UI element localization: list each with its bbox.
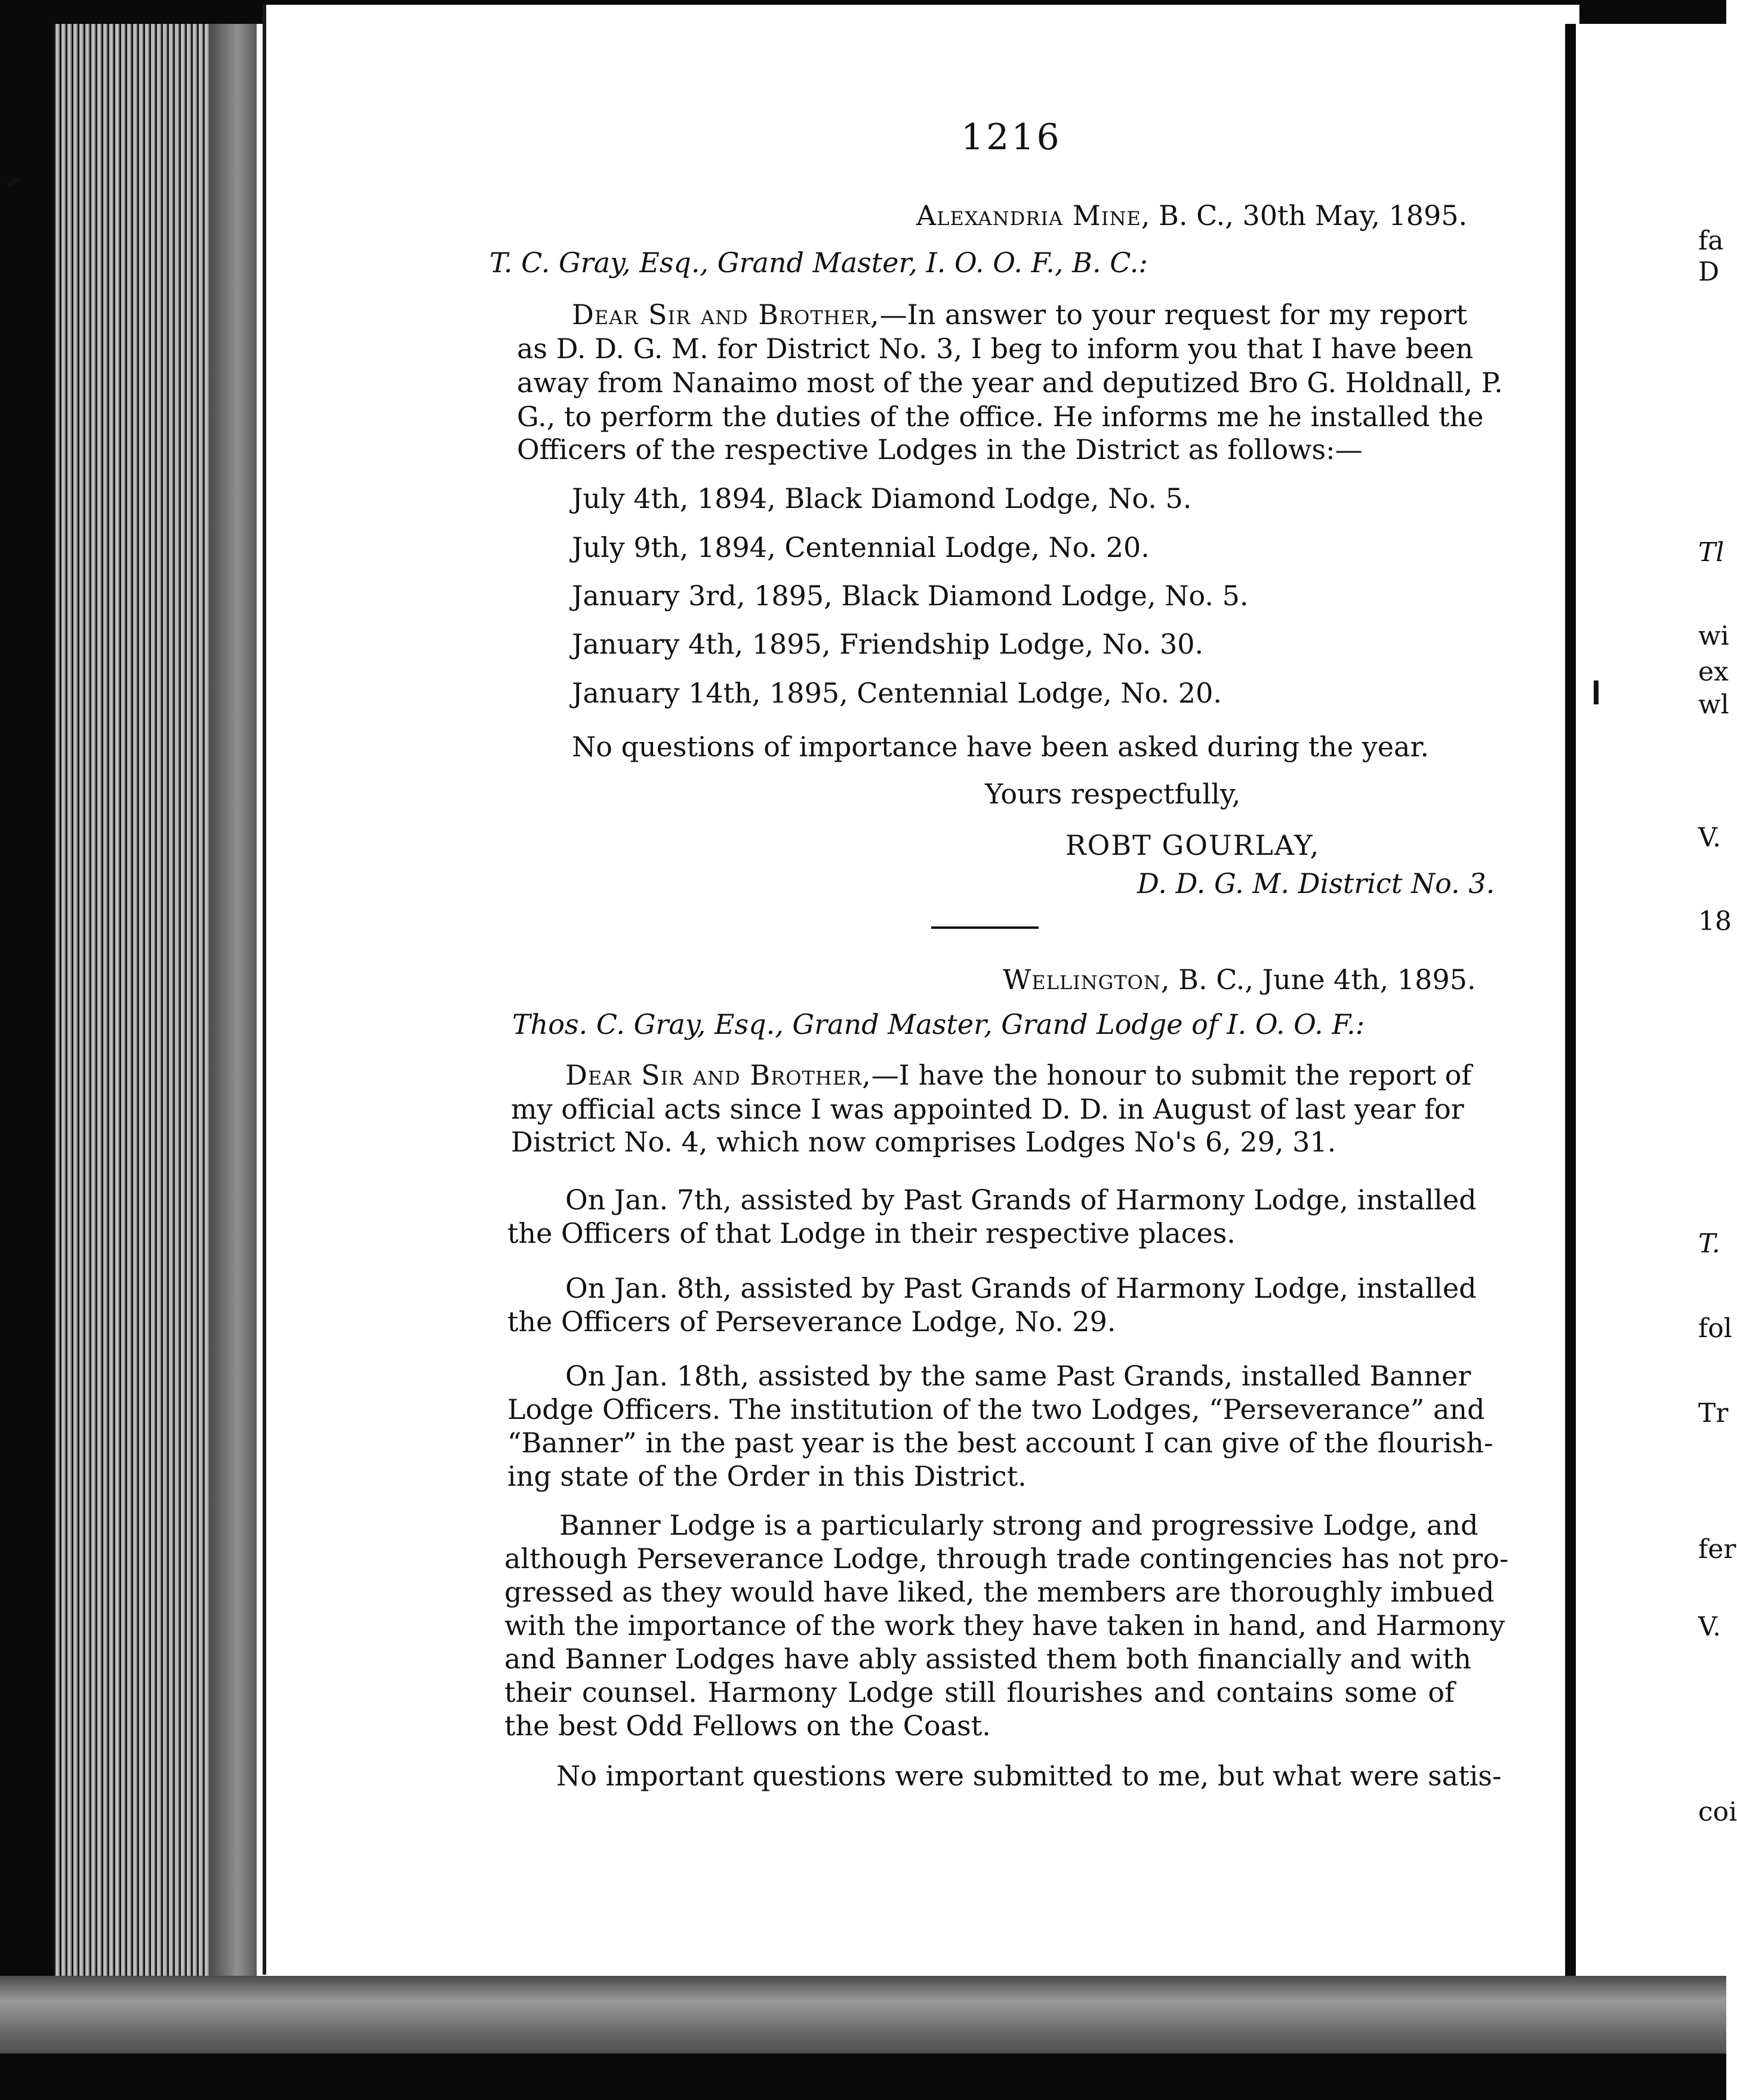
letter2-salutation-line	[565, 1058, 1472, 1092]
letter1-date: , B. C., 30th May, 1895.	[1141, 199, 1468, 232]
facing-page-fragment: wl	[1698, 689, 1729, 720]
letter2-date: , B. C., June 4th, 1895.	[1160, 963, 1476, 996]
facing-page-fragment: fol	[1698, 1313, 1732, 1344]
facing-page-fragment: Tl	[1698, 537, 1724, 568]
facing-page-fragment: D	[1698, 257, 1720, 287]
installation-item: January 4th, 1895, Friendship Lodge, No. 30.	[572, 628, 1204, 660]
facing-page-fragment: coi	[1698, 1797, 1737, 1827]
letter2-body-line: the best Odd Fellows on the Coast.	[504, 1710, 991, 1742]
letter1-addressee: T. C. Gray, Esq., Grand Master, I. O. O. F., B. C.:	[489, 247, 1148, 279]
facing-page-fragment: T.	[1698, 1228, 1720, 1259]
facing-page-fragment: fa	[1698, 226, 1724, 256]
facing-page	[1576, 24, 1729, 1994]
letter1-signature: ROBT GOURLAY,	[1065, 829, 1320, 861]
installation-item: January 3rd, 1895, Black Diamond Lodge, No. 5.	[572, 580, 1249, 612]
scan-left-border	[0, 0, 54, 2100]
letter1-salutation-line	[572, 298, 1467, 331]
installation-item: July 4th, 1894, Black Diamond Lodge, No. 5.	[572, 482, 1192, 515]
letter2-body-line: Banner Lodge is a particularly strong and progressive Lodge, and	[559, 1509, 1479, 1541]
letter1-body-line: G., to perform the duties of the office. He informs me he installed the	[517, 401, 1484, 433]
letter2-body-line: On Jan. 8th, assisted by Past Grands of Harmony Lodge, installed	[565, 1272, 1477, 1304]
letter2-salutation: Dear Sir and Brother,	[565, 1059, 871, 1091]
letter2-body-line: —I have the honour to submit the report of	[871, 1059, 1472, 1091]
letter1-place: Alexandria Mine	[916, 199, 1141, 232]
letter2-body-line: gressed as they would have liked, the members are thoroughly imbued	[504, 1576, 1495, 1608]
letter2-body-line: On Jan. 18th, assisted by the same Past Grands, installed Banner	[565, 1360, 1471, 1392]
letter1-body-line: away from Nanaimo most of the year and deputized Bro G. Holdnall, P.	[517, 367, 1503, 399]
letter2-place: Wellington	[1003, 963, 1161, 996]
page-number: 1216	[961, 116, 1062, 158]
letter1-closing-line: No questions of importance have been asked during the year.	[572, 731, 1429, 763]
facing-page-fragment: 18	[1698, 906, 1732, 937]
facing-page-fragment: ex	[1698, 657, 1729, 687]
letter2-place-date	[1003, 963, 1476, 996]
book-spine-shadow	[209, 24, 257, 2012]
letter2-body-line: ing state of the Order in this District.	[507, 1460, 1027, 1492]
letter1-signer-title: D. D. G. M. District No. 3.	[1137, 867, 1495, 900]
section-divider	[931, 926, 1039, 929]
letter2-body-line: with the importance of the work they have taken in hand, and Harmony	[504, 1609, 1505, 1642]
letter2-body-line: the Officers of that Lodge in their respective places.	[507, 1217, 1236, 1249]
letter2-body-line: and Banner Lodges have ably assisted them both financially and with	[504, 1643, 1471, 1675]
letter2-body-line: their counsel. Harmony Lodge still flourishes and contains some of	[504, 1676, 1455, 1708]
installation-item: January 14th, 1895, Centennial Lodge, No. 20.	[572, 677, 1222, 709]
installation-item: July 9th, 1894, Centennial Lodge, No. 20.	[572, 531, 1150, 564]
letter1-valediction: Yours respectfully,	[985, 778, 1241, 810]
facing-page-fragment: V.	[1698, 1612, 1721, 1642]
facing-page-fragment: fer	[1698, 1534, 1736, 1565]
letter2-body-line: District No. 4, which now comprises Lodges No's 6, 29, 31.	[511, 1126, 1336, 1158]
scan-bottom-border	[0, 2053, 1726, 2100]
letter2-body-line: “Banner” in the past year is the best account I can give of the flourish-	[507, 1427, 1493, 1459]
facing-page-fragment: V.	[1698, 823, 1721, 853]
letter2-body-line: No important questions were submitted to me, but what were satis-	[556, 1760, 1502, 1792]
letter2-body-line: Lodge Officers. The institution of the two Lodges, “Perseverance” and	[507, 1393, 1485, 1425]
letter1-salutation: Dear Sir and Brother,	[572, 298, 880, 331]
page-gutter	[1565, 24, 1576, 1994]
letter1-place-date	[916, 199, 1467, 232]
letter2-body-line: my official acts since I was appointed D. D. in August of last year for	[511, 1093, 1464, 1125]
letter2-body-line: On Jan. 7th, assisted by Past Grands of Harmony Lodge, installed	[565, 1184, 1477, 1216]
scan-speck	[1594, 681, 1599, 704]
letter2-body-line: the Officers of Perseverance Lodge, No. 29.	[507, 1305, 1116, 1338]
letter2-addressee: Thos. C. Gray, Esq., Grand Master, Grand Lodge of I. O. O. F.:	[512, 1008, 1365, 1040]
letter1-body-line: —In answer to your request for my report	[879, 298, 1467, 331]
letter1-body-line: Officers of the respective Lodges in the District as follows:—	[517, 433, 1363, 466]
letter2-body-line: although Perseverance Lodge, through trade contingencies has not pro-	[504, 1542, 1509, 1575]
facing-page-fragment: Tr	[1698, 1398, 1729, 1428]
facing-page-fragment: wi	[1698, 621, 1729, 651]
letter1-body-line: as D. D. G. M. for District No. 3, I beg to inform you that I have been	[517, 332, 1474, 365]
